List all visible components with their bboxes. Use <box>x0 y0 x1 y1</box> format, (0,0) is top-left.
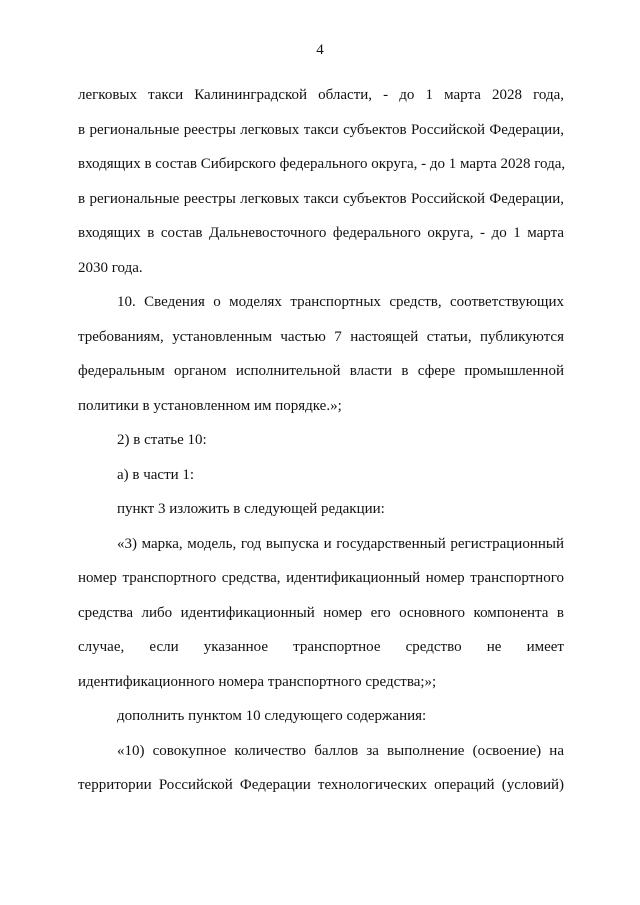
text-line: в региональные реестры легковых такси субъектов Российской Федерации, <box>78 121 564 138</box>
text-line: входящих в состав Сибирского федерального округа, - до 1 марта 2028 года, <box>78 156 566 172</box>
text-line: легковых такси Калининградской области, - до 1 марта 2028 года, <box>78 87 564 103</box>
text-line: федеральным органом исполнительной власти в сфере промышленной <box>78 363 564 379</box>
text-line: требованиям, установленным частью 7 настоящей статьи, публикуются <box>78 328 564 345</box>
text-line: пункт 3 изложить в следующей редакции: <box>117 501 385 517</box>
text-line: а) в части 1: <box>117 466 195 483</box>
text-line: средства либо идентификационный номер его основного компонента в <box>78 604 564 621</box>
text-line: входящих в состав Дальневосточного федерального округа, - до 1 марта <box>78 225 564 241</box>
text-line: «3) марка, модель, год выпуска и государственный регистрационный <box>117 535 564 552</box>
text-line: политики в установленном им порядке.»; <box>78 397 342 414</box>
text-line: «10) совокупное количество баллов за выполнение (освоение) на <box>117 742 564 759</box>
text-line: 2) в статье 10: <box>117 432 207 448</box>
text-line: случае, если указанное транспортное средство не имеет <box>78 639 564 655</box>
text-line: 2030 года. <box>78 259 143 276</box>
text-line: 10. Сведения о моделях транспортных средств, соответствующих <box>117 294 564 310</box>
document-body <box>78 78 564 803</box>
text-line: в региональные реестры легковых такси субъектов Российской Федерации, <box>78 190 564 207</box>
text-line: идентификационного номера транспортного средства;»; <box>78 673 437 690</box>
text-line: территории Российской Федерации технологических операций (условий) <box>78 777 564 793</box>
page-number: 4 <box>316 42 324 58</box>
text-line: номер транспортного средства, идентификационный номер транспортного <box>78 570 564 586</box>
text-line: дополнить пунктом 10 следующего содержания: <box>117 708 427 724</box>
